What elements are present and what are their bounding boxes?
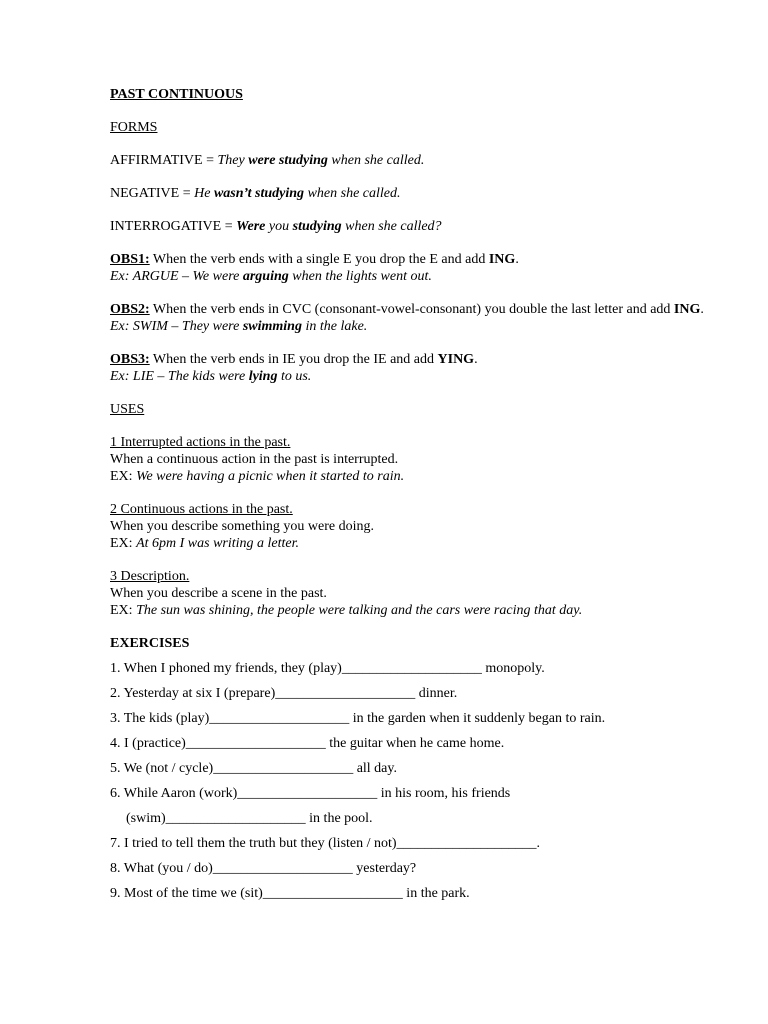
use2-desc: When you describe something you were doing. bbox=[110, 519, 374, 534]
exercise-item: 4. I (practice)____________________ the guitar when he came home. bbox=[110, 736, 505, 751]
interrogative-b: you bbox=[265, 219, 293, 234]
use1-desc: When a continuous action in the past is interrupted. bbox=[110, 452, 399, 467]
interrogative-d: when she called? bbox=[341, 219, 442, 234]
exercise-item: 3. The kids (play)____________________ in the garden when it suddenly began to rain. bbox=[110, 711, 606, 726]
affirmative-line bbox=[110, 152, 730, 169]
uses-heading: USES bbox=[110, 402, 145, 417]
negative-line bbox=[110, 185, 730, 202]
affirmative-a: They bbox=[217, 153, 249, 168]
exercises-heading: EXERCISES bbox=[110, 636, 190, 651]
exercise-item: 5. We (not / cycle)____________________ all day. bbox=[110, 761, 397, 776]
interrogative-c: studying bbox=[292, 219, 342, 234]
obs2-label: OBS2: bbox=[110, 302, 150, 317]
exercise-item: 2. Yesterday at six I (prepare)____________________ dinner. bbox=[110, 686, 458, 701]
obs1-text: When the verb ends with a single E you drop the E and add bbox=[149, 252, 489, 267]
negative-c: when she called. bbox=[304, 186, 401, 201]
exercise-item: 9. Most of the time we (sit)____________________ in the park. bbox=[110, 886, 470, 901]
negative-a: He bbox=[194, 186, 214, 201]
affirmative-c: when she called. bbox=[327, 153, 425, 168]
affirmative-b: were studying bbox=[248, 153, 328, 168]
negative-label: NEGATIVE = bbox=[110, 186, 195, 201]
obs3-ex-a: Ex: LIE – The kids were bbox=[110, 369, 249, 384]
obs3-end: . bbox=[474, 352, 478, 367]
exercise-item: 1. When I phoned my friends, they (play)____________________ monopoly. bbox=[110, 661, 545, 676]
obs3-ex-b: lying bbox=[248, 369, 278, 384]
use2-example bbox=[110, 535, 730, 552]
use3-desc: When you describe a scene in the past. bbox=[110, 586, 327, 601]
use3-example bbox=[110, 602, 730, 619]
exercise-item: 6. While Aaron (work)____________________ in his room, his friends bbox=[110, 786, 511, 801]
obs2-key: ING bbox=[673, 302, 701, 317]
document-page bbox=[110, 86, 730, 910]
obs3-key: YING bbox=[437, 352, 475, 367]
obs1-ex-a: Ex: ARGUE – We were bbox=[110, 269, 243, 284]
obs1-rule bbox=[110, 251, 730, 268]
obs2-ex-b: swimming bbox=[242, 319, 302, 334]
use2-title: 2 Continuous actions in the past. bbox=[110, 502, 293, 517]
obs2-end: . bbox=[700, 302, 704, 317]
obs1-ex-b: arguing bbox=[242, 269, 289, 284]
interrogative-line bbox=[110, 218, 730, 235]
use1-example bbox=[110, 468, 730, 485]
affirmative-label: AFFIRMATIVE = bbox=[110, 153, 218, 168]
use1-title: 1 Interrupted actions in the past. bbox=[110, 435, 291, 450]
negative-b: wasn’t studying bbox=[213, 186, 305, 201]
use2-ex-label: EX: bbox=[110, 536, 137, 551]
obs2-ex-a: Ex: SWIM – They were bbox=[110, 319, 243, 334]
interrogative-a: Were bbox=[236, 219, 266, 234]
obs3-example bbox=[110, 368, 730, 385]
use1-ex: We were having a picnic when it started to rain. bbox=[136, 469, 405, 484]
obs1-key: ING bbox=[488, 252, 516, 267]
obs1-ex-c: when the lights went out. bbox=[288, 269, 432, 284]
obs1-end: . bbox=[515, 252, 519, 267]
use3-title: 3 Description. bbox=[110, 569, 190, 584]
obs3-label: OBS3: bbox=[110, 352, 150, 367]
obs2-example bbox=[110, 318, 730, 335]
use1-ex-label: EX: bbox=[110, 469, 137, 484]
obs3-ex-c: to us. bbox=[277, 369, 312, 384]
page-title: PAST CONTINUOUS bbox=[110, 87, 243, 102]
obs3-text: When the verb ends in IE you drop the IE and add bbox=[149, 352, 438, 367]
exercise-list bbox=[110, 660, 730, 910]
exercise-item: 7. I tried to tell them the truth but they (listen / not)____________________. bbox=[110, 836, 541, 851]
obs2-rule bbox=[110, 301, 730, 318]
obs1-example bbox=[110, 268, 730, 285]
exercise-item: 8. What (you / do)____________________ yesterday? bbox=[110, 861, 417, 876]
use3-ex-label: EX: bbox=[110, 603, 137, 618]
interrogative-label: INTERROGATIVE = bbox=[110, 219, 237, 234]
obs2-ex-c: in the lake. bbox=[301, 319, 368, 334]
obs2-text: When the verb ends in CVC (consonant-vowel-consonant) you double the last letter and add bbox=[149, 302, 674, 317]
use2-ex: At 6pm I was writing a letter. bbox=[136, 536, 300, 551]
forms-heading: FORMS bbox=[110, 120, 158, 135]
exercise-item-continuation: (swim)____________________ in the pool. bbox=[126, 811, 373, 826]
use3-ex: The sun was shining, the people were talking and the cars were racing that day. bbox=[136, 603, 583, 618]
obs3-rule bbox=[110, 351, 730, 368]
obs1-label: OBS1: bbox=[110, 252, 150, 267]
